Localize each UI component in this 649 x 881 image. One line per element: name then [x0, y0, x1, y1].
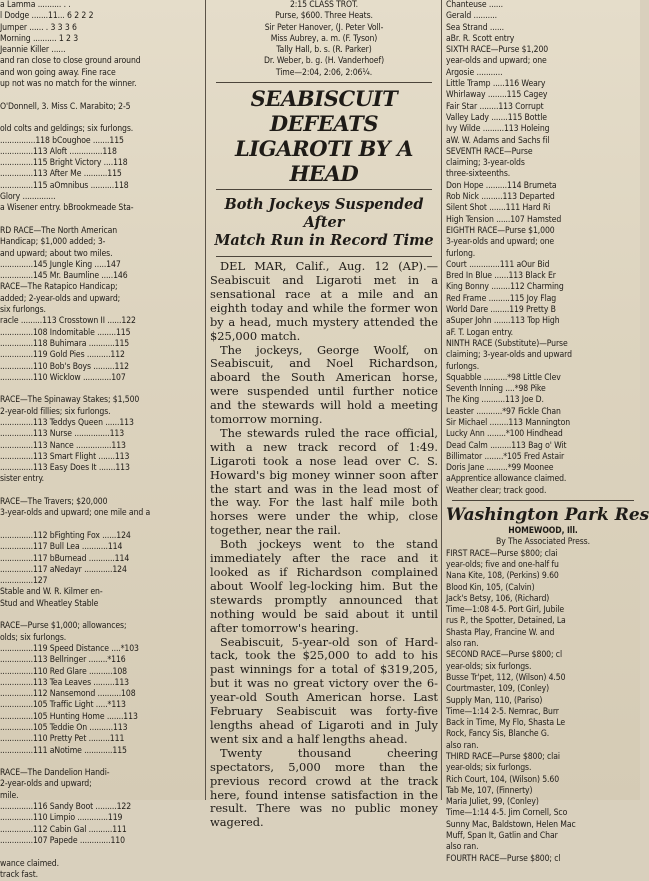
text-line: racle .........113 Crosstown II ......122: [0, 316, 136, 327]
text-line: aSuper John .......113 Top High: [446, 316, 560, 327]
right-column: [446, 0, 649, 864]
text-line: aF. T. Logan entry.: [446, 327, 513, 338]
text-line: Nana Kite, 108, (Perkins) 9.60: [446, 571, 559, 582]
text-line: year-olds; six furlongs.: [446, 763, 532, 774]
text-line: 2:15 CLASS TROT.: [289, 0, 358, 10]
text-line: ..............111 aNotime ............115: [0, 745, 127, 756]
text-line: Dead Calm .........113 Bag o' Wit: [446, 440, 567, 451]
text-line: Bred In Blue ......113 Black Er: [446, 271, 556, 282]
text-line: RACE—The Dandelion Handi-: [0, 768, 110, 779]
text-line: ..............113 Tea Leaves .........113: [0, 677, 129, 688]
text-line: SEVENTH RACE—Purse: [446, 146, 533, 157]
text-line: ..............108 Indomitable ........115: [0, 327, 131, 338]
text-line: ..............115 aOmnibus ..........118: [0, 180, 129, 191]
column-rule-right: [441, 0, 442, 800]
text-line: Lucky Ann ........*100 Hindhead: [446, 429, 563, 440]
text-line: The King ..........113 Joe D.: [446, 395, 544, 406]
subheadline-line-1: Both Jockeys Suspended After: [224, 196, 424, 232]
text-line: aBr. R. Scott entry: [446, 33, 515, 44]
text-line: and ran close to close ground around: [0, 56, 141, 67]
divider: [452, 500, 634, 501]
text-line: also ran.: [446, 842, 479, 853]
text-line: added; 2-year-olds and upward;: [0, 293, 121, 304]
text-line: l Dodge .......11... 6 2 2 2: [0, 11, 94, 22]
race-results: [446, 549, 640, 865]
text-line: Leaster ...........*97 Fickle Chan: [446, 406, 561, 417]
text-line: wance claimed.: [0, 858, 59, 869]
text-line: ..............105 Hunting Home .......113: [0, 711, 138, 722]
text-line: 2-year-olds and upward;: [0, 779, 92, 790]
text-line: Supply Man, 110, (Pariso): [446, 695, 543, 706]
text-line: year-olds; six furlongs.: [446, 661, 532, 672]
text-line: Gerald ..........: [446, 11, 498, 22]
text-line: ..............118 Buhimara ...........115: [0, 338, 130, 349]
text-line: mile.: [0, 790, 19, 801]
text-line: Sir Michael ........113 Mannington: [446, 417, 571, 428]
text-line: Fair Star ........113 Corrupt: [446, 101, 544, 112]
byline: By The Associated Press.: [496, 537, 590, 548]
text-line: year-olds; five and one-half fu: [446, 559, 559, 570]
text-line: Sunny Mac, Baldstown, Helen Mac: [446, 819, 576, 830]
text-line: ..............145 Mr. Baumline .....146: [0, 271, 128, 282]
text-line: ..............105 Teddie On ..........113: [0, 723, 128, 733]
article-paragraph: The stewards ruled the race official, with a new track record of 1:49. Ligaroti took a nose lead over C. S. Howard's big money winner soon after the start and was in the lead most of the way. For the last half mile both horses were under the whip, close together, near the rail.: [210, 425, 438, 538]
text-line: Handicap; $1,000 added; 3-: [0, 237, 106, 248]
text-line: SECOND RACE—Purse $800; cl: [446, 650, 563, 661]
text-line: Argosie ...........: [446, 67, 503, 78]
text-line: furlong.: [446, 248, 476, 259]
text-line: Whirlaway ........115 Cagey: [446, 90, 548, 101]
text-line: ..............113 Smart Flight .......113: [0, 451, 130, 462]
text-line: ..............119 Gold Pies ..........112: [0, 350, 125, 361]
text-line: O'Donnell, 3. Miss C. Marabito; 2-5: [0, 101, 131, 112]
dateline-place: HOMEWOOD, Ill.: [508, 526, 578, 537]
text-line: ..............112 Nansemond ..........108: [0, 689, 136, 700]
text-line: Silent Shot .......111 Hard Ri: [446, 203, 551, 214]
text-line: [0, 847, 202, 858]
text-line: Ivy Wilde .........113 Holeing: [446, 124, 550, 135]
text-line: Miss Aubrey, a. m. (F. Tyson): [270, 33, 378, 44]
left-column-entries: [0, 0, 202, 880]
article-paragraph: The jockeys, George Woolf, on Seabiscuit, and Noel Richardson, aboard the South American horse, were suspended until further notice and the stewards will hold a meeting tomorrow morning.: [210, 342, 438, 427]
text-line: also ran.: [446, 740, 479, 751]
text-line: 3-year-olds and upward; one mile and a: [0, 508, 151, 519]
text-line: ..............110 Bob's Boys .........112: [0, 361, 129, 372]
text-line: Don Hope .........114 Brumeta: [446, 180, 557, 191]
article-paragraph: Twenty thousand cheering spectators, 5,000 more than the previous record crowd at the track here, found intense satisfaction in the result. There was no public money wagered.: [210, 745, 438, 830]
text-line: [0, 215, 202, 226]
text-line: furlongs.: [446, 361, 480, 372]
text-line: [0, 757, 202, 768]
article-paragraph: Seabiscuit, 5-year-old son of Hard-tack, took the $25,000 to add to his past winnings for a total of $319,205, but it was no great victory over the 6-year-old South American horse. Last February Seabiscuit was forty-five lengths ahead of Ligaroti and in July went six and a half lengths ahead.: [210, 634, 438, 746]
text-line: Stud and Wheatley Stable: [0, 598, 99, 609]
text-line: [0, 90, 202, 101]
text-line: Jeannie Killer ......: [0, 45, 66, 56]
text-line: Little Tramp .....116 Weary: [446, 79, 546, 90]
text-line: ..............113 Teddys Queen ......113: [0, 417, 134, 428]
text-line: Muff, Span It, Gatlin and Char: [446, 831, 558, 842]
text-line: a Wisener entry. bBrookmeade Sta-: [0, 203, 134, 214]
text-line: SIXTH RACE—Purse $1,200: [446, 45, 549, 56]
text-line: Glory ..............: [0, 192, 56, 203]
text-line: up not was no match for the winner.: [0, 79, 137, 90]
text-line: Busse Tr'pet, 112, (Wilson) 4.50: [446, 672, 566, 683]
text-line: [0, 520, 202, 531]
text-line: ..............113 Nurse ...............113: [0, 429, 125, 440]
text-line: Billimator ........*105 Fred Astair: [446, 451, 565, 462]
section-title: Washington Park Res: [446, 505, 649, 526]
headline: [210, 86, 438, 186]
text-line: ...............118 bCoughoe .......115: [0, 135, 124, 146]
text-line: Tally Hall, b. s. (R. Parker): [276, 45, 372, 56]
text-line: RACE—The Ratapico Handicap;: [0, 282, 118, 293]
text-line: ..............116 Sandy Boot .........122: [0, 802, 132, 813]
text-line: three-sixteenths.: [446, 169, 511, 180]
text-line: Rock, Fancy Sis, Blanche G.: [446, 729, 550, 740]
text-line: Doris Jane .........*99 Moonee: [446, 463, 554, 474]
text-line: Weather clear; track good.: [446, 485, 547, 496]
text-line: Stable and W. R. Kilmer en-: [0, 587, 103, 598]
text-line: FIRST RACE—Purse $800; clai: [446, 548, 558, 559]
text-line: a Lamma .......... . .: [0, 0, 71, 10]
text-line: 3-year-olds and upward; one: [446, 237, 555, 248]
text-line: FOURTH RACE—Purse $800; cl: [446, 853, 561, 864]
headline-line-1: SEABISCUIT DEFEATS: [250, 86, 398, 137]
text-line: Jack's Betsy, 106, (Richard): [446, 593, 550, 604]
text-line: Valley Lady .......115 Bottle: [446, 112, 547, 123]
text-line: track fast.: [0, 869, 38, 880]
text-line: ..............117 Bull Lea ...........114: [0, 542, 123, 553]
divider: [216, 256, 432, 257]
text-line: Purse, $600. Three Heats.: [275, 11, 373, 22]
headline-line-2: LIGAROTI BY A HEAD: [234, 136, 414, 187]
text-line: Time—1:14 2-5. Nemrac, Burr: [446, 706, 559, 717]
text-line: ..............127: [0, 576, 48, 587]
text-line: Red Frame .........115 Joy Flag: [446, 293, 557, 304]
text-line: old colts and geldings; six furlongs.: [0, 124, 134, 135]
text-line: High Tension ......107 Hamsted: [446, 214, 562, 225]
text-line: [0, 384, 202, 395]
text-line: RD RACE—The North American: [0, 225, 118, 236]
text-line: King Bonny ........112 Charming: [446, 282, 564, 293]
text-line: olds; six furlongs.: [0, 632, 67, 643]
text-line: ..............145 Jungle King .....147: [0, 259, 121, 270]
subheadline-line-2: Match Run in Record Time: [214, 232, 434, 250]
text-line: Sea Strand ......: [446, 22, 505, 33]
text-line: and upward; about two miles.: [0, 248, 113, 259]
text-line: Court .............111 aOur Bid: [446, 259, 550, 270]
text-line: ..............107 Papede .............110: [0, 835, 125, 846]
text-line: ..............113 Easy Does It .......113: [0, 463, 130, 474]
text-line: also ran.: [446, 639, 479, 650]
right-column-entries: [446, 0, 640, 497]
text-line: RACE—The Spinaway Stakes; $1,500: [0, 395, 140, 406]
text-line: Squabble ..........*98 Little Clev: [446, 372, 561, 383]
text-line: Time—1:14 4-5. Jim Cornell, Sco: [446, 808, 568, 819]
text-line: EIGHTH RACE—Purse $1,000: [446, 225, 555, 236]
text-line: ..............113 After Me ..........115: [0, 169, 122, 180]
text-line: Shasta Play, Francine W. and: [446, 627, 555, 638]
text-line: ..............115 Bright Victory ....118: [0, 158, 128, 169]
text-line: [0, 113, 202, 124]
text-line: Courtmaster, 109, (Conley): [446, 684, 550, 695]
text-line: Blood Kin, 105, (Calvin): [446, 582, 535, 593]
text-line: rus P., the Spotter, Detained, La: [446, 616, 566, 627]
text-line: RACE—Purse $1,000; allowances;: [0, 621, 127, 632]
text-line: Seventh Inning ....*98 Pike: [446, 384, 546, 395]
text-line: ..............110 Limpio .............119: [0, 813, 123, 824]
text-line: THIRD RACE—Purse $800; clai: [446, 752, 560, 762]
text-line: [0, 610, 202, 621]
text-line: Morning .......... 1 2 3: [0, 33, 79, 44]
text-line: six furlongs.: [0, 305, 46, 316]
text-line: aW. W. Adams and Sachs fil: [446, 135, 550, 146]
text-line: Chanteuse ......: [446, 0, 503, 10]
text-line: Rob Nick .........113 Departed: [446, 192, 555, 203]
text-line: Tab Me, 107, (Finnerty): [446, 785, 533, 796]
text-line: ..............112 Cabin Gal ..........111: [0, 824, 127, 835]
text-line: ..............113 Bellringer ........*116: [0, 655, 126, 666]
text-line: ..............105 Traffic Light .....*113: [0, 700, 126, 711]
text-line: Dr. Weber, b. g. (H. Vanderhoef): [263, 56, 384, 67]
text-line: Maria Juliet, 99, (Conley): [446, 797, 539, 808]
text-line: ..............113 Nance ...............113: [0, 440, 126, 451]
text-line: Time—1:08 4-5. Port Girl, Jubile: [446, 605, 565, 616]
text-line: Sir Peter Hanover, (J. Peter Voll-: [264, 22, 384, 33]
subheadline: [210, 196, 438, 250]
text-line: ..............113 Aloft ..............118: [0, 146, 117, 157]
text-line: ..............110 Red Glare ..........108: [0, 666, 127, 677]
text-line: [0, 486, 202, 497]
article-paragraph: DEL MAR, Calif., Aug. 12 (AP).—Seabiscuit and Ligaroti met in a sensational race at a mile and an eighth today and while the former won by a head, much mystery attended the $25,000 match.: [210, 259, 438, 343]
text-line: Rich Court, 104, (Wilson) 5.60: [446, 774, 560, 785]
text-line: World Dare ........119 Pretty B: [446, 305, 556, 316]
text-line: 2-year-old fillies; six furlongs.: [0, 406, 111, 417]
text-line: claiming; 3-year-olds and upward: [446, 350, 572, 361]
divider: [216, 82, 432, 83]
article-body: [210, 260, 438, 830]
text-line: NINTH RACE (Substitute)—Purse: [446, 338, 568, 349]
text-line: Back in Time, My Flo, Shasta Le: [446, 718, 566, 729]
text-line: Time—2:04, 2:06, 2:06¼.: [275, 67, 373, 78]
text-line: ..............112 bFighting Fox ......124: [0, 530, 131, 541]
divider: [216, 189, 432, 190]
text-line: ..............117 aNedayr ............124: [0, 564, 127, 575]
center-column: [210, 0, 438, 830]
text-line: ..............119 Speed Distance ....*103: [0, 643, 139, 654]
text-line: sister entry.: [0, 474, 44, 485]
text-line: aApprentice allowance claimed.: [446, 474, 567, 485]
text-line: ..............110 Wicklow ............107: [0, 372, 126, 383]
text-line: ..............110 Pretty Pet .........111: [0, 734, 125, 745]
text-line: ..............117 bBurnead ...........114: [0, 553, 130, 564]
column-rule-left: [205, 0, 206, 800]
text-line: RACE—The Travers; $20,000: [0, 497, 108, 508]
trot-results: [210, 0, 438, 79]
text-line: year-olds and upward; one: [446, 56, 547, 67]
text-line: claiming; 3-year-olds: [446, 158, 525, 169]
article-paragraph: Both jockeys went to the stand immediately after the race and it looked as if Richardson complained about Woolf leg-locking him. But the stewards promptly announced that nothing would be said about it until after tomorrow's hearing.: [210, 537, 438, 635]
text-line: Jumper ...... . 3 3 3 6: [0, 22, 77, 33]
text-line: and won going away. Fine race: [0, 67, 116, 78]
